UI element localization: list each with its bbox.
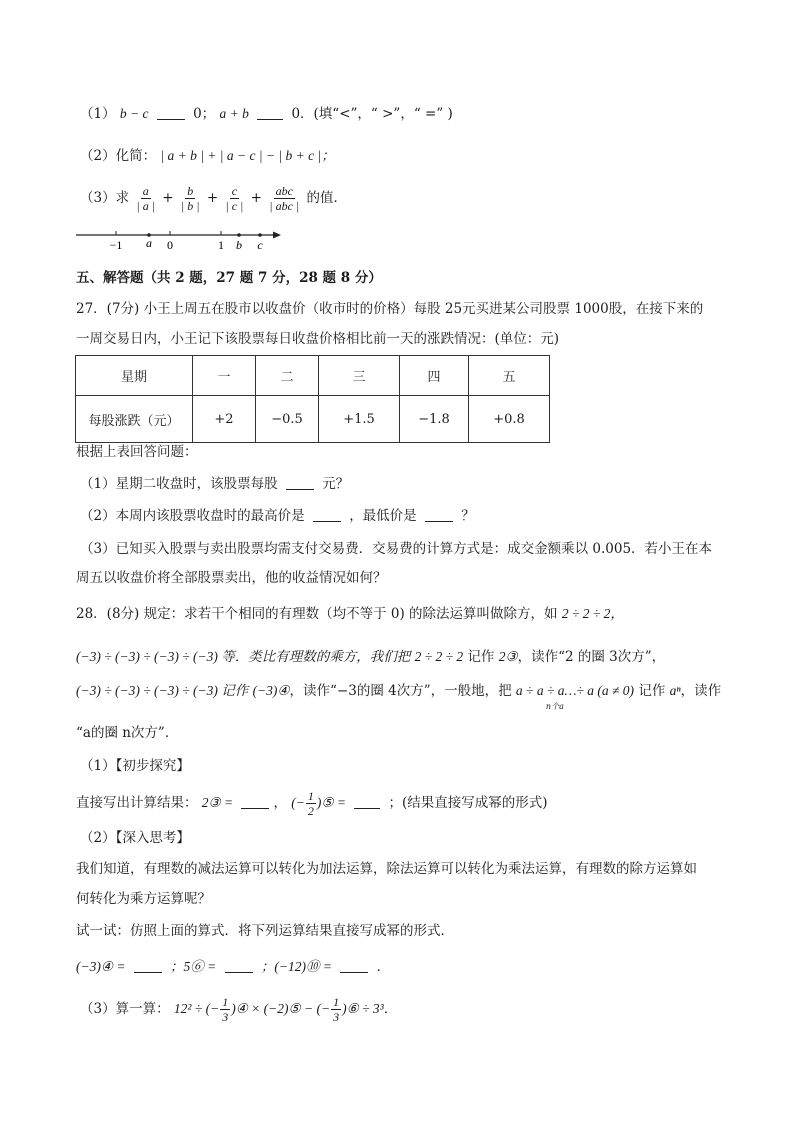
- answer-blank[interactable]: [313, 508, 341, 522]
- tick-label: c: [257, 238, 263, 252]
- fraction: $\frac{\text{abc}}{\text{| abc |}}$: [269, 184, 300, 213]
- q26-p1-mid: 0；: [193, 106, 216, 122]
- tick-label: a: [146, 236, 152, 250]
- answer-blank[interactable]: [425, 508, 453, 522]
- fraction: $\frac{a}{| a |}$: [136, 184, 155, 213]
- q28-s2-title: （2）【深入思考】: [80, 830, 190, 846]
- table-row: [76, 356, 550, 396]
- table-cell: 一: [193, 356, 256, 396]
- q27-part3-line1: （3）已知买入股票与卖出股票均需支付交易费．交易费的计算方式是：成交金额乘以 0.005．若小王在本: [80, 541, 713, 557]
- q26-p1-end: 0．(填“<”，“ >”，“ =” ): [291, 106, 453, 122]
- fraction: $\frac{c}{| c |}$: [225, 184, 244, 213]
- table-row: [76, 396, 550, 443]
- q27-part2: （2）本周内该股票收盘时的最高价是 ，最低价是 ？: [80, 508, 475, 524]
- answer-blank[interactable]: [157, 106, 185, 120]
- q26-p1-expr2: a + b: [219, 106, 249, 121]
- fraction: $\frac{1}{3}$: [222, 995, 229, 1024]
- number-line: [74, 226, 286, 252]
- tick-label: b: [236, 238, 242, 252]
- answer-blank[interactable]: [134, 959, 162, 973]
- q27-part3-line2: 周五以收盘价将全部股票卖出，他的收益情况如何？: [76, 570, 387, 586]
- table-cell: 每股涨跌（元）: [76, 396, 193, 443]
- q28-s1-line: 直接写出计算结果： 2③ = ， (− $\frac{1}{2}$ )⑤ = ；(结果直接写成幂的形式): [76, 789, 548, 818]
- answer-blank[interactable]: [340, 959, 368, 973]
- q28-s2-line2: 何转化为乘方运算呢？: [76, 891, 211, 907]
- table-cell: 三: [319, 356, 400, 396]
- q26-part2: [80, 147, 335, 165]
- table-cell: +0.8: [469, 396, 550, 443]
- q26-part3: （3）求 $\frac{a}{| a |}$ + $\frac{b}{| b |}$ + $\frac{c}{| c |}$ + $\frac{\text{abc}}{\text{| abc |}}$ 的值．: [80, 184, 347, 213]
- q26-p2-expr: | a + b | + | a − c | − | b + c |；: [160, 148, 335, 163]
- q28-line3: (−3) ÷ (−3) ÷ (−3) ÷ (−3) 记作 (−3)④，读作“−3的圈 4次方”，一般地，把 a ÷ a ÷ a…÷ a (a ≠ 0) n个a 记作 aⁿ，读作: [76, 682, 721, 700]
- q27-part1: （1）星期二收盘时，该股票每股 元？: [80, 476, 350, 492]
- q28-s2-line1: 我们知道，有理数的减法运算可以转化为加法运算，除法运算可以转化为乘法运算，有理数的除方运算如: [76, 861, 697, 877]
- q28-s2-exprs: (−3)④ = ；5⑥ = ；(−12)⑩ = ．: [76, 959, 391, 975]
- q26-p1-label: （1）: [80, 106, 116, 122]
- q28-line1: 28．(8分) 规定：求若干个相同的有理数（均不等于 0) 的除法运算叫做除方，如 2 ÷ 2 ÷ 2，: [76, 606, 624, 622]
- answer-blank[interactable]: [241, 795, 269, 809]
- fraction: $\frac{1}{2}$: [307, 789, 314, 818]
- table-cell: −0.5: [256, 396, 319, 443]
- q26-p1-expr1: b − c: [119, 106, 149, 121]
- tick-label: 1: [218, 238, 224, 252]
- q26-p2-label: （2）化简：: [80, 148, 157, 164]
- tick-label: 0: [167, 238, 173, 252]
- fraction: $\frac{b}{| b |}$: [180, 184, 200, 213]
- q28-s3-line: （3）算一算： 12² ÷ (− $\frac{1}{3}$ )④ × (−2)⑤ − (− $\frac{1}{3}$ )⑥ ÷ 3³．: [80, 995, 398, 1024]
- table-cell: −1.8: [400, 396, 469, 443]
- table-cell: 星期: [76, 356, 193, 396]
- answer-blank[interactable]: [225, 959, 253, 973]
- q28-s1-title: （1）【初步探究】: [80, 758, 190, 774]
- price-table: [75, 355, 550, 443]
- q26-p3-label: （3）求: [80, 190, 130, 206]
- q27-intro-line1: 27．(7分) 小王上周五在股市以收盘价（收市时的价格）每股 25元买进某公司股票 1000股，在接下来的: [76, 301, 704, 317]
- q28-s2-line3: 试一试：仿照上面的算式．将下列运算结果直接写成幂的形式．: [76, 923, 454, 939]
- underbrace-label: n个a: [545, 702, 564, 711]
- table-cell: 二: [256, 356, 319, 396]
- q28-line2: (−3) ÷ (−3) ÷ (−3) ÷ (−3) 等．类比有理数的乘方，我们把 2 ÷ 2 ÷ 2 记作 2③，读作“2 的圈 3次方”，: [76, 649, 666, 665]
- q28-line4: “a的圈 n次方”．: [76, 725, 179, 741]
- table-cell: 五: [469, 356, 550, 396]
- q26-part1: [80, 105, 453, 123]
- q27-after-table: 根据上表回答问题：: [76, 444, 198, 460]
- section-title: 五、解答题（共 2 题，27 题 7 分，28 题 8 分）: [76, 270, 382, 286]
- q27-intro-line2: 一周交易日内，小王记下该股票每日收盘价格相比前一天的涨跌情况：(单位：元): [76, 331, 560, 347]
- table-cell: +2: [193, 396, 256, 443]
- table-cell: +1.5: [319, 396, 400, 443]
- table-cell: 四: [400, 356, 469, 396]
- fraction: $\frac{1}{3}$: [333, 995, 340, 1024]
- answer-blank[interactable]: [286, 476, 314, 490]
- answer-blank[interactable]: [354, 795, 380, 809]
- answer-blank[interactable]: [257, 106, 283, 120]
- q26-p3-end: 的值．: [306, 190, 347, 206]
- tick-label: −1: [109, 238, 123, 252]
